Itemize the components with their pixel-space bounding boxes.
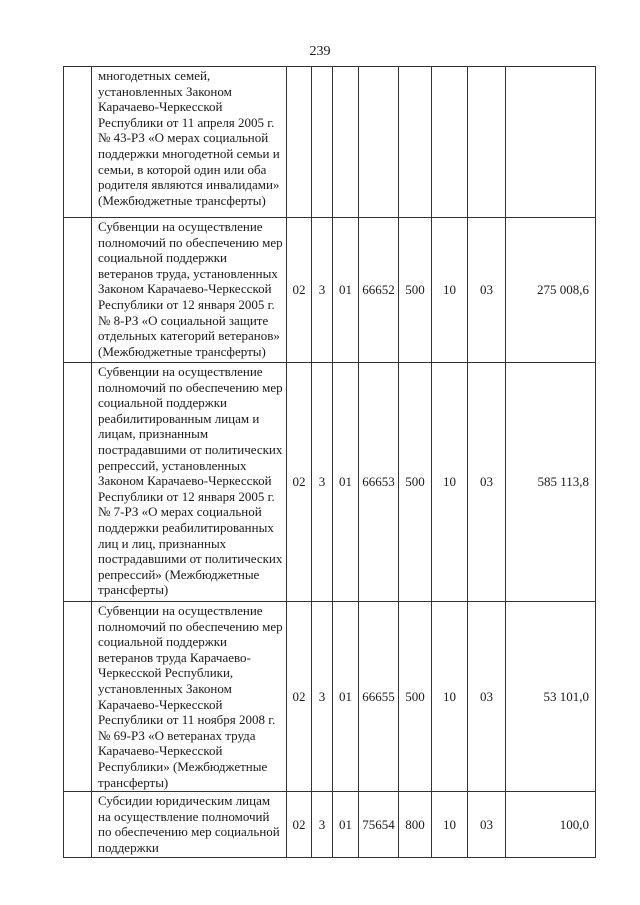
code-cell-c1: 02 [287, 602, 312, 792]
code-cell-c3 [333, 67, 359, 218]
code-cell-c2: 3 [312, 363, 333, 602]
table-body [64, 67, 596, 858]
code-cell-c3: 01 [333, 602, 359, 792]
row-index-cell [64, 218, 92, 363]
row-index-cell [64, 363, 92, 602]
description-text: Субсидии юридическим лицам на осуществление полномочий по обеспечению мер социальной поддержки [98, 793, 280, 855]
code-cell-c4 [359, 67, 399, 218]
description-cell [92, 602, 287, 792]
code-cell-c4: 66655 [359, 602, 399, 792]
description-cell [92, 363, 287, 602]
table-row [64, 218, 596, 363]
page-number: 239 [309, 44, 331, 59]
amount-cell [506, 67, 596, 218]
description-cell [92, 67, 287, 218]
description-text: Субвенции на осуществление полномочий по обеспечению мер социальной поддержки реабилитированным лицам и лицам, признанным пострадавшими от политических репрессий, установленных Законом Карачаево-Черкесской Республики от 12 января 2005 г. № 7-РЗ «О мерах социальной поддержки реабилитированных лиц и лиц, признанных пострадавшими от политических репрессий» (Межбюджетные трансферты) [98, 364, 283, 598]
amount-cell: 275 008,6 [506, 218, 596, 363]
code-cell-c5 [399, 67, 432, 218]
code-cell-c2 [312, 67, 333, 218]
description-cell [92, 218, 287, 363]
table-row [64, 363, 596, 602]
description-text: Субвенции на осуществление полномочий по обеспечению мер социальной поддержки ветеранов труда Карачаево-Черкесской Республики, установленных Законом Карачаево-Черкесской Республики от 11 ноября 2008 г. № 69-РЗ «О ветеранах труда Карачаево-Черкесской Республики» (Межбюджетные трансферты) [98, 603, 283, 790]
description-text: Субвенции на осуществление полномочий по обеспечению мер социальной поддержки ветеранов труда, установленных Законом Карачаево-Черкесской Республики от 12 января 2005 г. № 8-РЗ «О социальной защите отдельных категорий ветеранов» (Межбюджетные трансферты) [98, 219, 283, 359]
code-cell-c3: 01 [333, 363, 359, 602]
description-text: многодетных семей, установленных Законом Карачаево-Черкесской Республики от 11 апреля 2005 г. № 43-РЗ «О мерах социальной поддержки многодетной семьи и семьи, в которой один или оба родителя являются инвалидами» (Межбюджетные трансферты) [98, 68, 280, 208]
row-index-cell [64, 602, 92, 792]
table-row [64, 67, 596, 218]
code-cell-c4: 75654 [359, 792, 399, 857]
code-cell-c5: 800 [399, 792, 432, 857]
code-cell-c1 [287, 67, 312, 218]
code-cell-c7: 03 [468, 602, 506, 792]
code-cell-c4: 66653 [359, 363, 399, 602]
amount-cell: 585 113,8 [506, 363, 596, 602]
code-cell-c5: 500 [399, 218, 432, 363]
code-cell-c3: 01 [333, 792, 359, 857]
code-cell-c1: 02 [287, 792, 312, 857]
code-cell-c5: 500 [399, 602, 432, 792]
code-cell-c1: 02 [287, 363, 312, 602]
code-cell-c7: 03 [468, 363, 506, 602]
description-cell [92, 792, 287, 857]
code-cell-c1: 02 [287, 218, 312, 363]
amount-cell: 53 101,0 [506, 602, 596, 792]
code-cell-c7: 03 [468, 792, 506, 857]
code-cell-c2: 3 [312, 218, 333, 363]
code-cell-c6: 10 [432, 602, 468, 792]
code-cell-c6: 10 [432, 218, 468, 363]
amount-cell: 100,0 [506, 792, 596, 857]
budget-table [63, 66, 596, 858]
code-cell-c4: 66652 [359, 218, 399, 363]
code-cell-c2: 3 [312, 792, 333, 857]
table-row [64, 602, 596, 792]
code-cell-c6: 10 [432, 792, 468, 857]
row-index-cell [64, 67, 92, 218]
code-cell-c5: 500 [399, 363, 432, 602]
code-cell-c3: 01 [333, 218, 359, 363]
code-cell-c6 [432, 67, 468, 218]
table-row [64, 792, 596, 857]
code-cell-c2: 3 [312, 602, 333, 792]
code-cell-c7: 03 [468, 218, 506, 363]
code-cell-c6: 10 [432, 363, 468, 602]
row-index-cell [64, 792, 92, 857]
code-cell-c7 [468, 67, 506, 218]
